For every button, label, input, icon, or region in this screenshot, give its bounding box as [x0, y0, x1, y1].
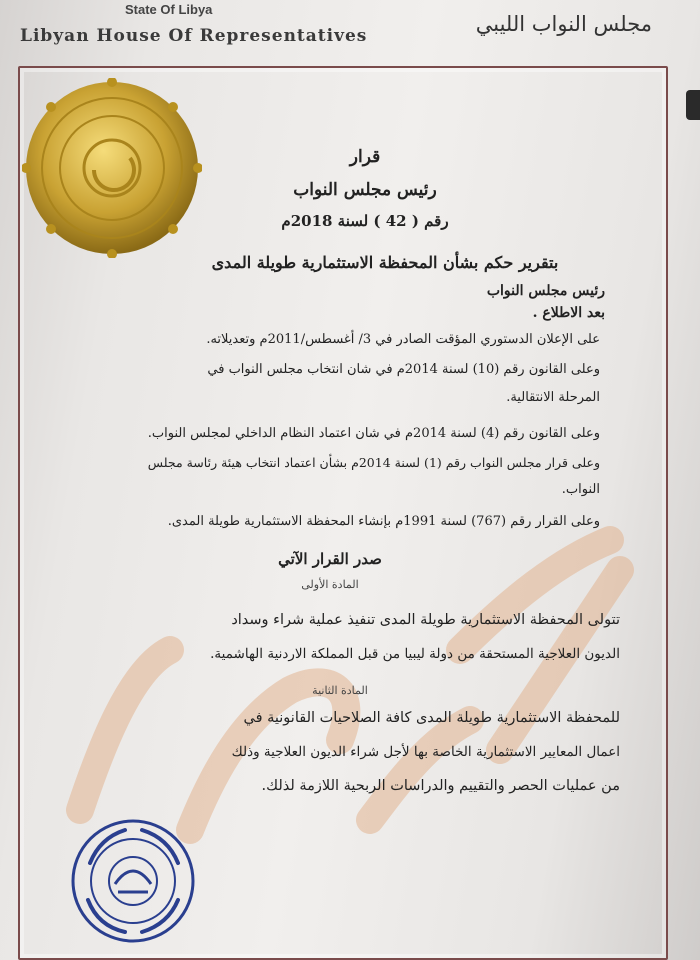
- official-round-stamp: [70, 818, 196, 944]
- preamble-item: المرحلة الانتقالية.: [506, 390, 600, 405]
- article-2-line: للمحفظة الاستثمارية طويلة المدى كافة الصلاحيات القانونية في: [243, 710, 620, 726]
- article-2-label: المادة الثانية: [312, 684, 368, 697]
- institution-name-ar: مجلس النواب الليبي: [475, 12, 652, 36]
- article-2-line: من عمليات الحصر والتقييم والدراسات الربحية اللازمة لذلك.: [261, 778, 620, 794]
- decision-issuer: رئيس مجلس النواب: [293, 180, 437, 200]
- decision-subject: بتقرير حكم بشأن المحفظة الاستثمارية طويلة المدى: [211, 253, 559, 272]
- background-object: [686, 90, 700, 120]
- preamble-item: وعلى قرار مجلس النواب رقم (1) لسنة 2014م بشأن اعتماد انتخاب هيئة رئاسة مجلس: [147, 455, 600, 470]
- resolution-heading: صدر القرار الآتي: [278, 550, 382, 568]
- article-2-line: اعمال المعايير الاستثمارية الخاصة بها لأجل شراء الديون العلاجية وذلك: [231, 744, 620, 760]
- decision-number: رقم ( 42 ) لسنة 2018م: [281, 212, 449, 230]
- state-label: State Of Libya: [125, 2, 213, 17]
- article-1-line: الديون العلاجية المستحقة من دولة ليبيا من قبل المملكة الاردنية الهاشمية.: [210, 646, 620, 662]
- preamble-item: وعلى القرار رقم (767) لسنة 1991م بإنشاء المحفظة الاستثمارية طويلة المدى.: [167, 514, 600, 529]
- preamble-item: وعلى القانون رقم (10) لسنة 2014م في شان انتخاب مجلس النواب في: [207, 362, 600, 377]
- decision-title: قرار: [349, 147, 381, 167]
- gold-seal: [22, 78, 202, 258]
- preamble-item: على الإعلان الدستوري المؤقت الصادر في 3/ أغسطس/2011م وتعديلاته.: [206, 332, 600, 347]
- article-1-label: المادة الأولى: [301, 578, 359, 591]
- preamble-addressee: رئيس مجلس النواب: [486, 283, 605, 299]
- preamble-item: وعلى القانون رقم (4) لسنة 2014م في شان اعتماد النظام الداخلي لمجلس النواب.: [147, 426, 600, 441]
- article-1-line: تتولى المحفظة الاستثمارية طويلة المدى تنفيذ عملية شراء وسداد: [231, 612, 620, 628]
- preamble-item: النواب.: [561, 482, 600, 497]
- preamble-after-review: بعد الاطلاع .: [532, 305, 605, 321]
- institution-name-en: Libyan House Of Representatives: [20, 26, 368, 46]
